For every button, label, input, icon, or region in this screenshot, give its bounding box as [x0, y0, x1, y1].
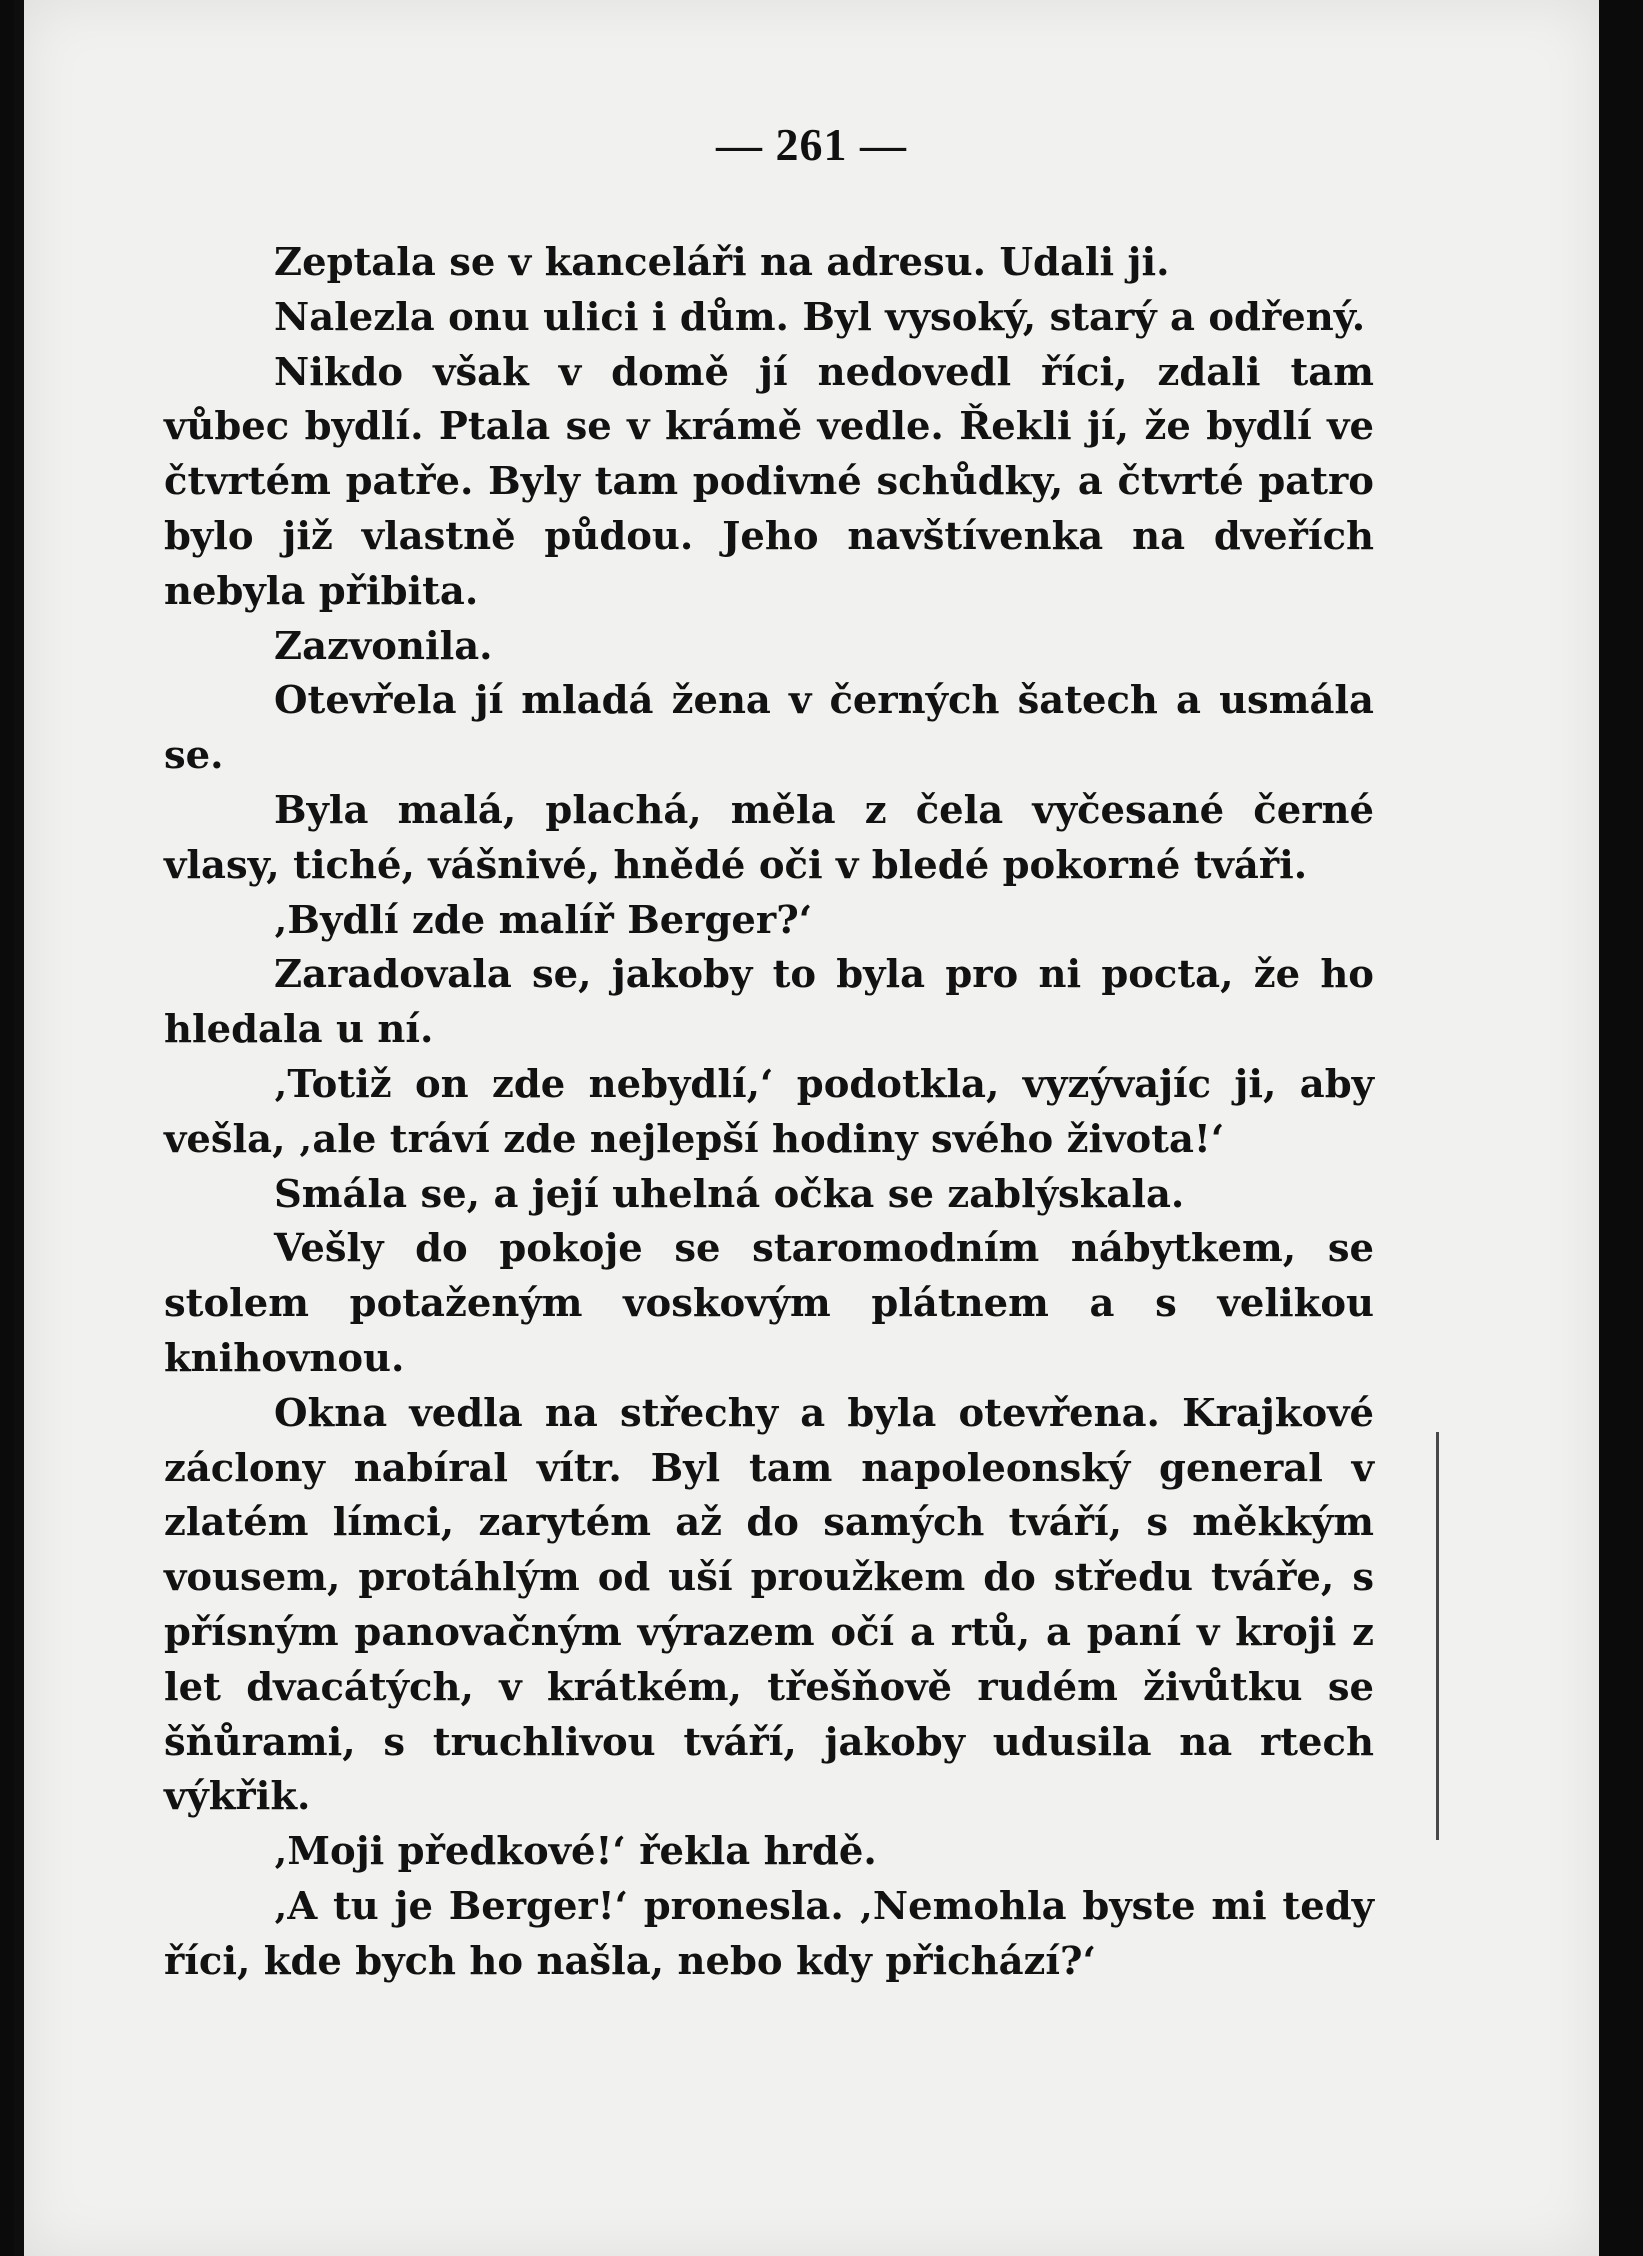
paragraph: Zazvonila. — [274, 623, 493, 669]
body-text — [164, 236, 1374, 1990]
paragraph: Zeptala se v kanceláři na adresu. Udali ji. — [274, 240, 1170, 285]
paragraph: ‚Moji předkové!‘ řekla hrdě. — [274, 1829, 877, 1875]
book-page — [24, 0, 1599, 2256]
paragraph: Nikdo však v domě jí nedovedl říci, zdali tam vůbec bydlí. Ptala se v krámě vedle. Řekli jí, že bydlí ve čtvrtém patře. Byly tam podivné schůdky, a čtvrté patro bylo již vlastně půdou. Jeho navštívenka na dveřích nebyla přibita. — [164, 349, 1374, 614]
margin-pencil-mark — [1428, 1432, 1439, 1840]
paragraph: Nalezla onu ulici i dům. Byl vysoký, starý a odřený. — [274, 294, 1366, 340]
paragraph: Okna vedla na střechy a byla otevřena. Krajkové záclony nabíral vítr. Byl tam napoleonský general v zlatém límci, zarytém až do samých tváří, s měkkým vousem, protáhlým od uší proužkem do středu tváře, s přísným panovačným výrazem očí a rtů, a paní v kroji z let dvacátých, v krátkém, třešňově rudém živůtku se šňůrami, s truchlivou tváří, jakoby udusila na rtech výkřik. — [164, 1390, 1374, 1820]
page-number: — 261 — — [716, 119, 907, 170]
paragraph: Byla malá, plachá, měla z čela vyčesané černé vlasy, tiché, vášnivé, hnědé oči v bledé pokorné tváři. — [164, 787, 1374, 888]
paragraph: ‚Totiž on zde nebydlí,‘ podotkla, vyzývajíc ji, aby vešla, ‚ale tráví zde nejlepší hodiny svého života!‘ — [164, 1061, 1374, 1162]
paragraph: ‚A tu je Berger!‘ pronesla. ‚Nemohla byste mi tedy říci, kde bych ho našla, nebo kdy přichází?‘ — [164, 1883, 1374, 1984]
paragraph: Otevřela jí mladá žena v černých šatech a usmála se. — [164, 678, 1374, 779]
paragraph: Vešly do pokoje se staromodním nábytkem, se stolem potaženým voskovým plátnem a s velikou knihovnou. — [164, 1226, 1374, 1381]
paragraph: Smála se, a její uhelná očka se zablýskala. — [274, 1171, 1185, 1217]
book-gutter-shadow — [0, 0, 14, 2256]
book-edge-shadow — [1599, 0, 1643, 2256]
paragraph: ‚Bydlí zde malíř Berger?‘ — [274, 897, 813, 943]
paragraph: Zaradovala se, jakoby to byla pro ni pocta, že ho hledala u ní. — [164, 952, 1374, 1053]
